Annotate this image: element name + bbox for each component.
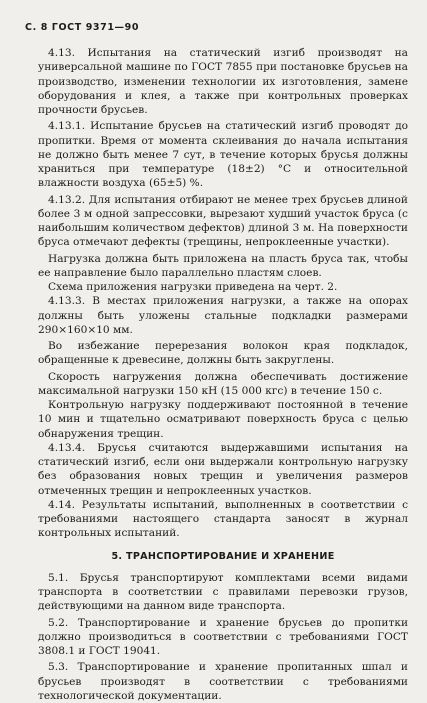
paragraph-4-13-1: 4.13.1. Испытание брусьев на статический изгиб проводят до пропитки. Время от момента склеивания до начала испытания не должно быть менее 7 сут, в течение которых брусья должны храниться при температуре (18±2) °С и относительной влажности воздуха (65±5) %. [38, 120, 408, 190]
paragraph-load-speed: Скорость нагружения должна обеспечивать достижение максимальной нагрузки 150 кН (15 000 кгс) в течение 150 с. [38, 370, 408, 397]
paragraph-pad-edges: Во избежание перерезания волокон края подкладок, обращенные к древесине, должны быть закруглены. [38, 340, 408, 367]
paragraph-4-14: 4.14. Результаты испытаний, выполненных в соответствии с требованиями настоящего стандарта заносят в журнал контрольных испытаний. [38, 498, 408, 540]
paragraph-load-scheme: Схема приложения нагрузки приведена на черт. 2. [48, 281, 338, 293]
paragraph-4-13-3: 4.13.3. В местах приложения нагрузки, а также на опорах должны быть уложены стальные подкладки размерами 290×160×10 мм. [38, 295, 408, 336]
paragraph-load-direction: Нагрузка должна быть приложена на пласть бруса так, чтобы ее направление было параллельно пластям слоев. [38, 252, 408, 279]
paragraph-4-13-4: 4.13.4. Брусья считаются выдержавшими испытания на статический изгиб, если они выдержали контрольную нагрузку без образования новых трещин и увеличения размеров отмеченных трещин и непроклеенных участков. [38, 441, 408, 497]
paragraph-5-3: 5.3. Транспортирование и хранение пропитанных шпал и брусьев производят в соответствии с требованиями технологической документации. [38, 661, 408, 702]
paragraph-control-load: Контрольную нагрузку поддерживают постоянной в течение 10 мин и тщательно осматривают поверхность бруса с целью обнаружения трещин. [38, 399, 408, 440]
paragraph-4-13-2: 4.13.2. Для испытания отбирают не менее трех брусьев длиной более 3 м одной запрессовки, вырезают худший участок бруса (с наибольшим количеством дефектов) длиной 3 м. На поверхности бруса отмечают дефекты (трещины, непроклеенные участки). [38, 193, 408, 249]
document-body [38, 46, 408, 703]
paragraph-5-1: 5.1. Брусья транспортируют комплектами всеми видами транспорта в соответствии с правилами перевозки грузов, действующими на данном виде транспорта. [38, 571, 408, 613]
page-header: С. 8 ГОСТ 9371—90 [25, 22, 140, 33]
paragraph-4-13: 4.13. Испытания на статический изгиб производят на универсальной машине по ГОСТ 7855 при постановке брусьев на производство, изменении технологии их изготовления, замене оборудования и клея, а также при контрольных проверках прочности брусьев. [38, 47, 408, 116]
section-title: 5. ТРАНСПОРТИРОВАНИЕ И ХРАНЕНИЕ [111, 550, 335, 562]
paragraph-5-2: 5.2. Транспортирование и хранение брусьев до пропитки должно производиться в соответствии с требованиями ГОСТ 3808.1 и ГОСТ 19041. [38, 616, 408, 657]
